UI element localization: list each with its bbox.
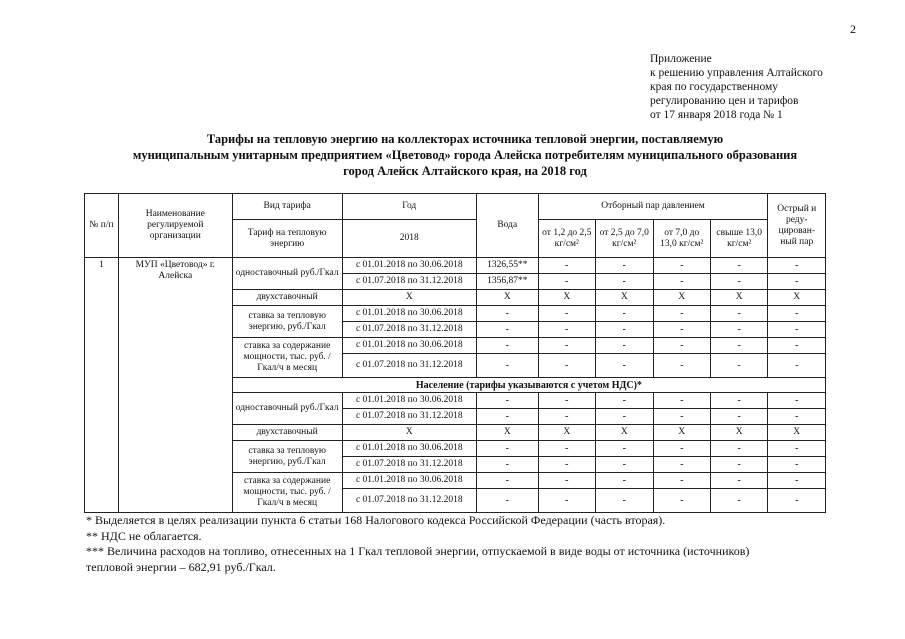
period-cell: с 01.07.2018 по 31.12.2018: [342, 489, 476, 513]
value-cell: -: [710, 274, 768, 290]
appendix-line: края по государственному: [650, 81, 778, 93]
label-two-part: двухставочный: [232, 290, 342, 306]
value-cell: -: [596, 338, 653, 354]
value-cell: -: [596, 457, 653, 473]
value-cell: -: [710, 338, 768, 354]
label-two-part: двухставочный: [232, 425, 342, 441]
value-cell: X: [596, 425, 653, 441]
label-one-part: одноставочный руб./Гкал: [232, 393, 342, 425]
value-cell: -: [538, 489, 595, 513]
page-number: 2: [850, 22, 856, 36]
footnote: *** Величина расходов на топливо, отнесенных на 1 Гкал тепловой энергии, отпускаемой в виде воды от источника (источников): [86, 544, 750, 558]
value-cell: -: [538, 409, 595, 425]
value-cell: -: [710, 489, 768, 513]
value-cell: -: [653, 338, 710, 354]
value-cell: X: [710, 290, 768, 306]
value-cell: -: [653, 457, 710, 473]
value-cell: -: [768, 338, 826, 354]
period-cell: с 01.07.2018 по 31.12.2018: [342, 409, 476, 425]
value-cell: X: [710, 425, 768, 441]
value-cell: -: [653, 306, 710, 322]
value-cell: -: [710, 258, 768, 274]
value-cell: -: [538, 441, 595, 457]
header-org: Наименование регулируемой организации: [118, 194, 232, 258]
water-value: 1356,87**: [477, 274, 539, 290]
value-cell: -: [768, 258, 826, 274]
header-water: Вода: [477, 194, 539, 258]
period-cell: с 01.07.2018 по 31.12.2018: [342, 322, 476, 338]
header-pressure-2: от 2,5 до 7,0 кг/см²: [596, 220, 653, 258]
value-cell: -: [653, 393, 710, 409]
value-cell: -: [596, 322, 653, 338]
period-cell: с 01.01.2018 по 30.06.2018: [342, 393, 476, 409]
value-cell: -: [653, 473, 710, 489]
header-pressure-4: свыше 13,0 кг/см²: [710, 220, 768, 258]
value-cell: -: [768, 322, 826, 338]
value-cell: X: [538, 290, 595, 306]
value-cell: -: [710, 306, 768, 322]
label-heat-rate: ставка за тепловую энергию, руб./Гкал: [232, 441, 342, 473]
value-cell: X: [477, 290, 539, 306]
value-cell: -: [596, 306, 653, 322]
value-cell: -: [653, 322, 710, 338]
footnotes: [86, 513, 749, 575]
header-tariff-heat: Тариф на тепловую энергию: [232, 220, 342, 258]
value-cell: X: [342, 425, 476, 441]
label-heat-rate: ставка за тепловую энергию, руб./Гкал: [232, 306, 342, 338]
value-cell: X: [768, 425, 826, 441]
value-cell: -: [538, 457, 595, 473]
period-cell: с 01.01.2018 по 30.06.2018: [342, 258, 476, 274]
value-cell: -: [768, 441, 826, 457]
period-cell: с 01.07.2018 по 31.12.2018: [342, 457, 476, 473]
value-cell: -: [596, 489, 653, 513]
value-cell: -: [710, 322, 768, 338]
value-cell: X: [653, 290, 710, 306]
value-cell: -: [768, 393, 826, 409]
value-cell: -: [477, 338, 539, 354]
header-pressure-1: от 1,2 до 2,5 кг/см²: [538, 220, 595, 258]
label-one-part: одноставочный руб./Гкал: [232, 258, 342, 290]
value-cell: -: [768, 473, 826, 489]
value-cell: -: [768, 457, 826, 473]
period-cell: с 01.01.2018 по 30.06.2018: [342, 473, 476, 489]
value-cell: -: [477, 457, 539, 473]
org-name: МУП «Цветовод» г. Алейска: [118, 258, 232, 513]
period-cell: с 01.01.2018 по 30.06.2018: [342, 338, 476, 354]
label-capacity-rate: ставка за содержание мощности, тыс. руб. /Гкал/ч в месяц: [232, 473, 342, 513]
population-section-header: Население (тарифы указываются с учетом НДС)*: [232, 378, 825, 393]
value-cell: -: [477, 306, 539, 322]
value-cell: -: [653, 258, 710, 274]
value-cell: -: [768, 306, 826, 322]
value-cell: -: [768, 489, 826, 513]
value-cell: -: [477, 473, 539, 489]
value-cell: X: [342, 290, 476, 306]
value-cell: -: [538, 393, 595, 409]
header-pressure-3: от 7,0 до 13,0 кг/см²: [653, 220, 710, 258]
value-cell: -: [538, 306, 595, 322]
header-num: № п/п: [85, 194, 119, 258]
footnote: тепловой энергии – 682,91 руб./Гкал.: [86, 559, 276, 574]
value-cell: -: [653, 489, 710, 513]
appendix-line: к решению управления Алтайского: [650, 67, 823, 79]
value-cell: X: [538, 425, 595, 441]
value-cell: X: [477, 425, 539, 441]
period-cell: с 01.07.2018 по 31.12.2018: [342, 354, 476, 378]
footnote: * Выделяется в целях реализации пункта 6 статьи 168 Налогового кодекса Российской Федерации (часть вторая).: [86, 513, 666, 527]
value-cell: -: [596, 258, 653, 274]
appendix-line: Приложение: [650, 53, 712, 65]
footnote: ** НДС не облагается.: [86, 528, 202, 543]
header-year-value: 2018: [342, 220, 476, 258]
value-cell: -: [710, 409, 768, 425]
value-cell: -: [477, 393, 539, 409]
value-cell: -: [710, 457, 768, 473]
value-cell: -: [710, 393, 768, 409]
value-cell: -: [710, 354, 768, 378]
value-cell: -: [596, 409, 653, 425]
appendix-line: от 17 января 2018 года № 1: [650, 109, 783, 121]
period-cell: с 01.01.2018 по 30.06.2018: [342, 306, 476, 322]
value-cell: -: [538, 473, 595, 489]
header-sharp-steam: Острый и реду-цирован-ный пар: [768, 194, 826, 258]
value-cell: -: [596, 393, 653, 409]
value-cell: -: [538, 338, 595, 354]
value-cell: -: [768, 274, 826, 290]
value-cell: X: [768, 290, 826, 306]
value-cell: -: [538, 274, 595, 290]
value-cell: X: [596, 290, 653, 306]
value-cell: -: [653, 354, 710, 378]
value-cell: -: [710, 473, 768, 489]
value-cell: -: [596, 354, 653, 378]
header-steam: Отборный пар давлением: [538, 194, 768, 220]
value-cell: -: [768, 354, 826, 378]
header-year: Год: [342, 194, 476, 220]
value-cell: -: [538, 258, 595, 274]
title-line: Тарифы на тепловую энергию на коллекторах источника тепловой энергии, поставляемую: [206, 132, 724, 146]
period-cell: с 01.07.2018 по 31.12.2018: [342, 274, 476, 290]
title-line: город Алейск Алтайского края, на 2018 год: [343, 164, 587, 178]
value-cell: -: [538, 322, 595, 338]
document-title: [100, 131, 830, 179]
water-value: 1326,55**: [477, 258, 539, 274]
value-cell: X: [653, 425, 710, 441]
label-capacity-rate: ставка за содержание мощности, тыс. руб. /Гкал/ч в месяц: [232, 338, 342, 378]
value-cell: -: [596, 441, 653, 457]
value-cell: -: [477, 354, 539, 378]
period-cell: с 01.01.2018 по 30.06.2018: [342, 441, 476, 457]
value-cell: -: [538, 354, 595, 378]
title-line: муниципальным унитарным предприятием «Цветовод» города Алейска потребителям муниципального образования: [132, 148, 798, 162]
row-num: 1: [85, 258, 119, 513]
appendix-note: [650, 52, 823, 122]
value-cell: -: [477, 441, 539, 457]
header-tariff-type: Вид тарифа: [232, 194, 342, 220]
value-cell: -: [596, 274, 653, 290]
value-cell: -: [768, 409, 826, 425]
value-cell: -: [653, 274, 710, 290]
value-cell: -: [477, 322, 539, 338]
value-cell: -: [710, 441, 768, 457]
value-cell: -: [653, 409, 710, 425]
value-cell: -: [477, 409, 539, 425]
appendix-line: регулированию цен и тарифов: [650, 95, 799, 107]
value-cell: -: [477, 489, 539, 513]
tariff-table: [84, 193, 826, 513]
value-cell: -: [653, 441, 710, 457]
value-cell: -: [596, 473, 653, 489]
